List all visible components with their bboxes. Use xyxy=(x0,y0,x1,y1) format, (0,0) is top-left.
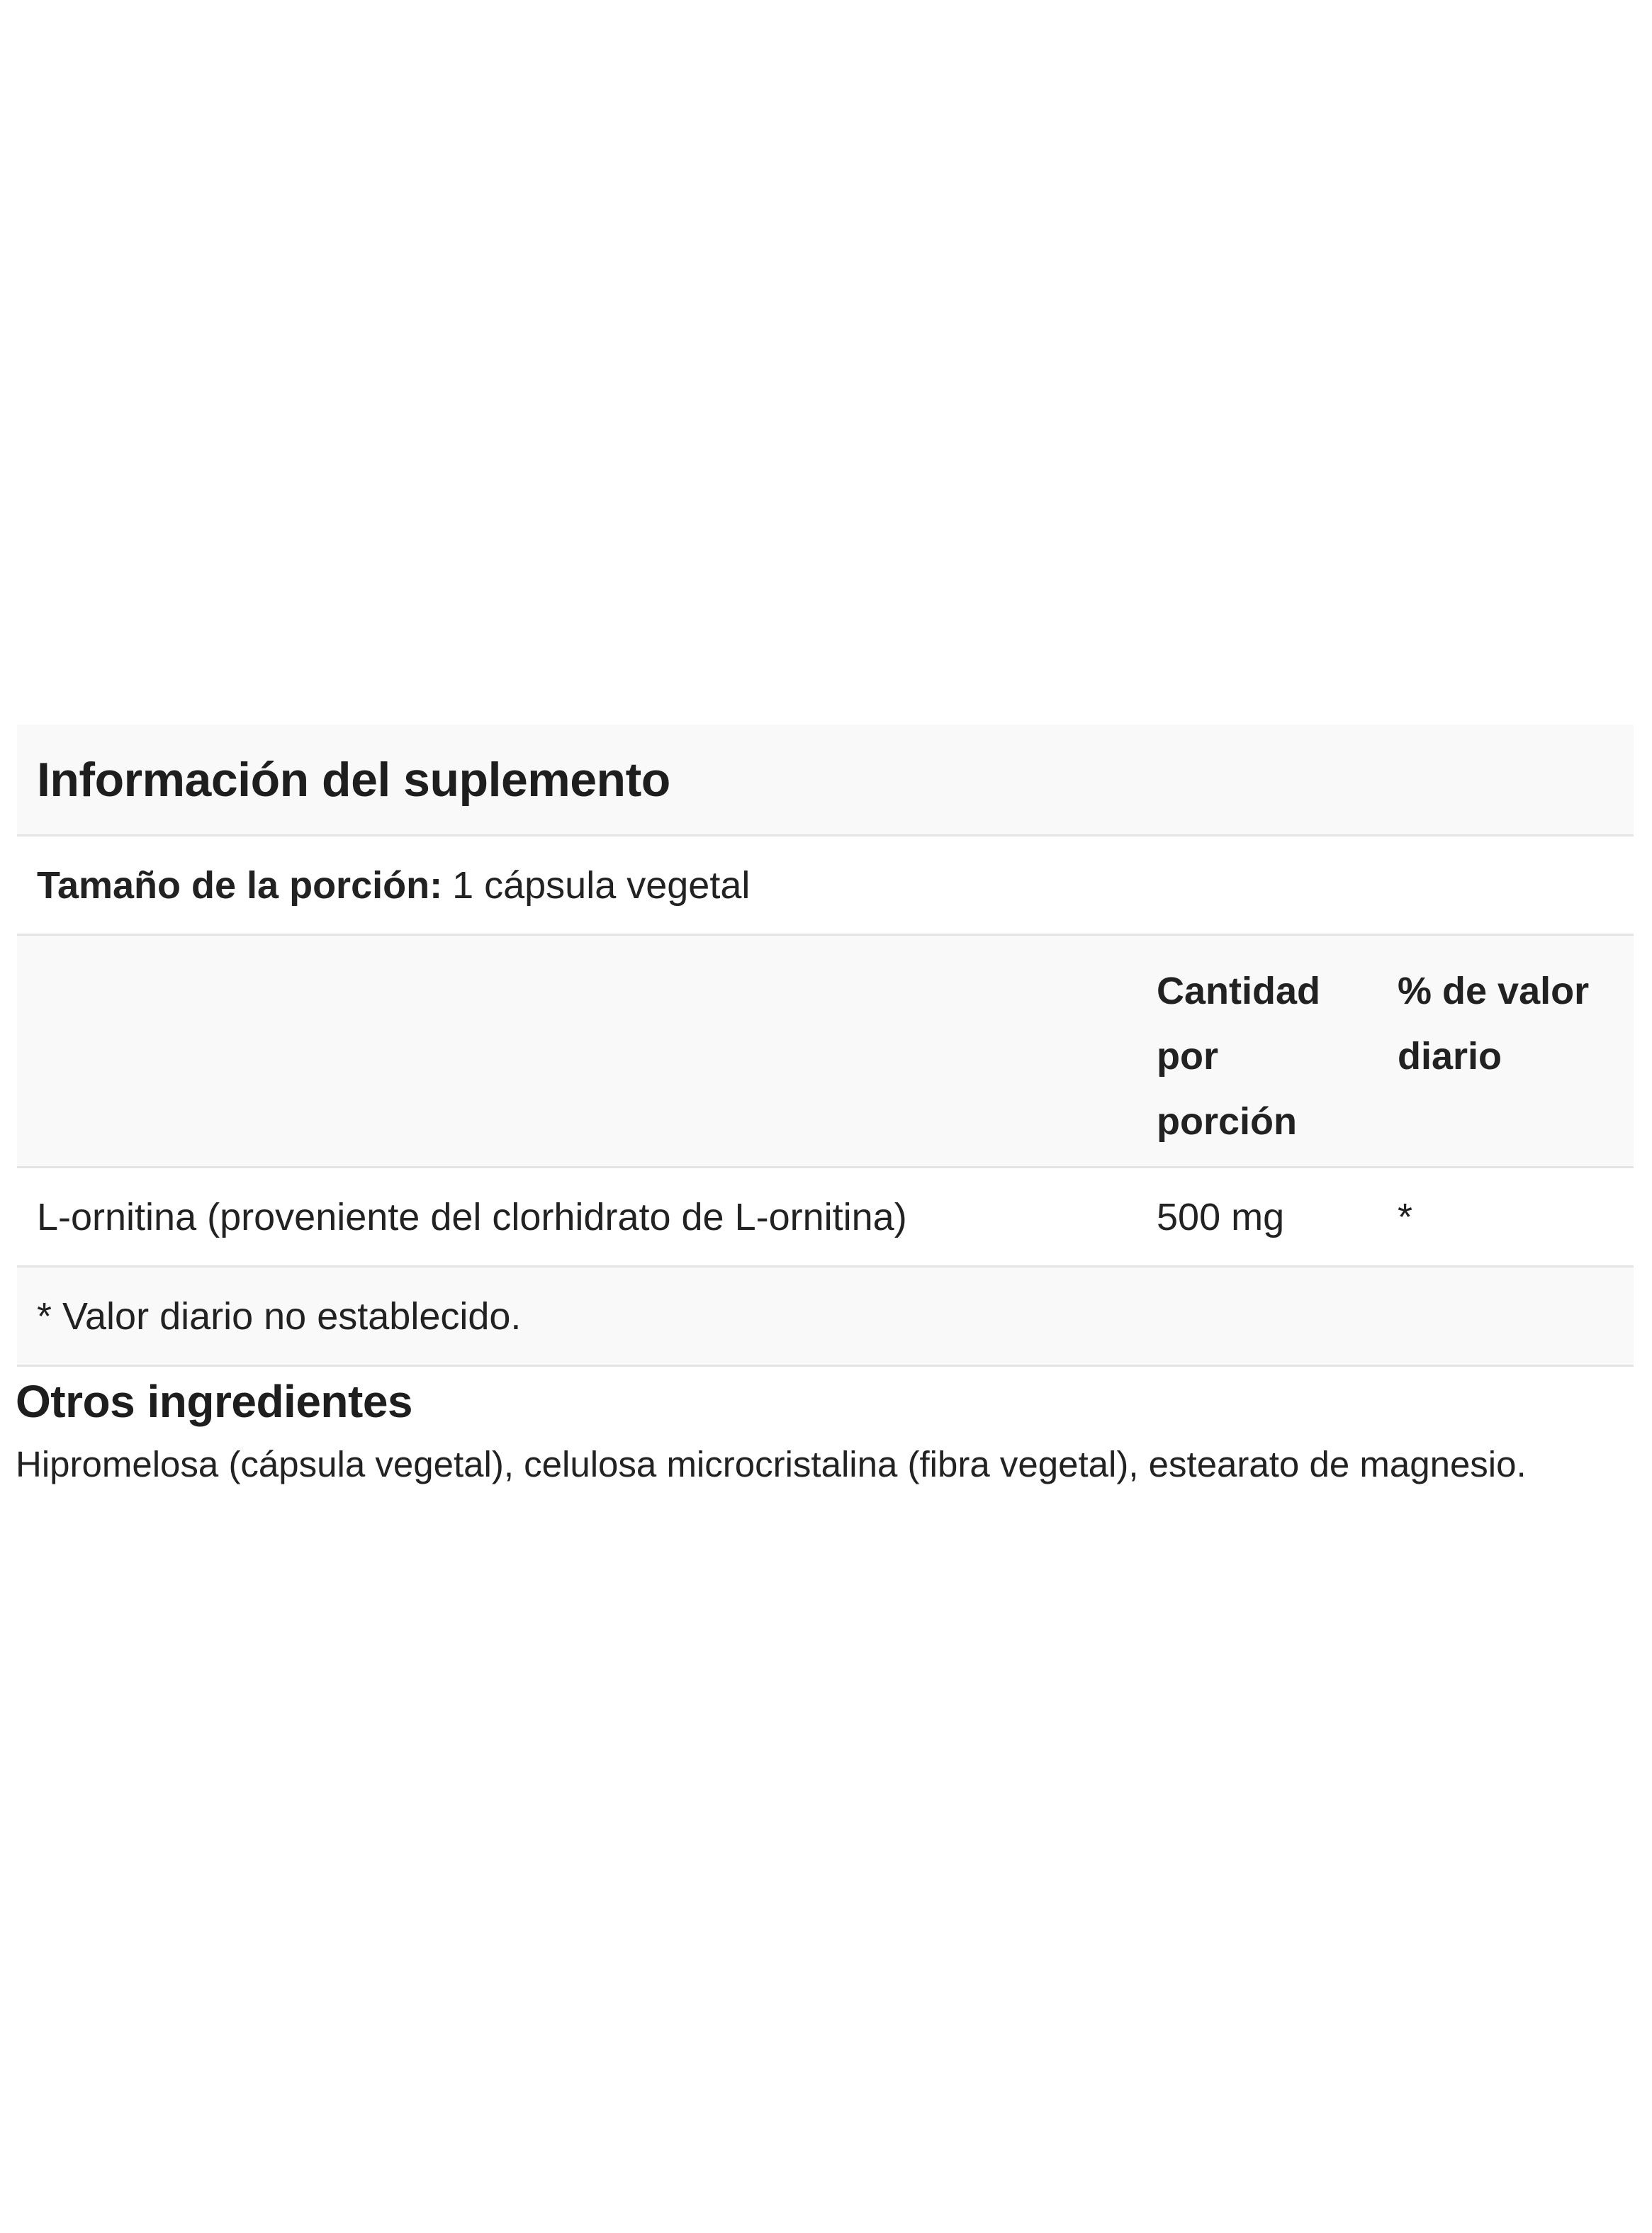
footnote-row xyxy=(17,1267,1634,1367)
other-ingredients-title: Otros ingredientes xyxy=(16,1376,412,1427)
other-ingredients-section xyxy=(16,1375,1639,1485)
nutrient-name: L-ornitina (proveniente del clorhidrato de L-ornitina) xyxy=(37,1195,907,1238)
supplement-facts-title-row xyxy=(17,724,1634,836)
header-dv-line: diario xyxy=(1398,1035,1502,1078)
serving-size-label: Tamaño de la porción: xyxy=(37,863,443,907)
footnote-text: * Valor diario no establecido. xyxy=(37,1294,522,1338)
header-amount-cell xyxy=(1157,958,1398,1154)
serving-size-row xyxy=(17,836,1634,936)
header-amount-line: por xyxy=(1157,1035,1218,1078)
header-dv-line: % de valor xyxy=(1398,970,1590,1012)
nutrient-amount: 500 mg xyxy=(1157,1195,1285,1238)
nutrient-dv: * xyxy=(1398,1195,1413,1238)
header-amount-line: Cantidad xyxy=(1157,970,1321,1012)
header-amount-line: porción xyxy=(1157,1100,1297,1143)
table-header-row xyxy=(17,936,1634,1168)
supplement-facts-title: Información del suplemento xyxy=(37,752,670,807)
supplement-facts-table xyxy=(17,724,1634,1367)
header-dv-cell xyxy=(1398,958,1634,1089)
serving-size-value: 1 cápsula vegetal xyxy=(452,863,751,907)
table-row xyxy=(17,1168,1634,1267)
other-ingredients-text: Hipromelosa (cápsula vegetal), celulosa microcristalina (fibra vegetal), estearato de magnesio. xyxy=(16,1444,1527,1484)
